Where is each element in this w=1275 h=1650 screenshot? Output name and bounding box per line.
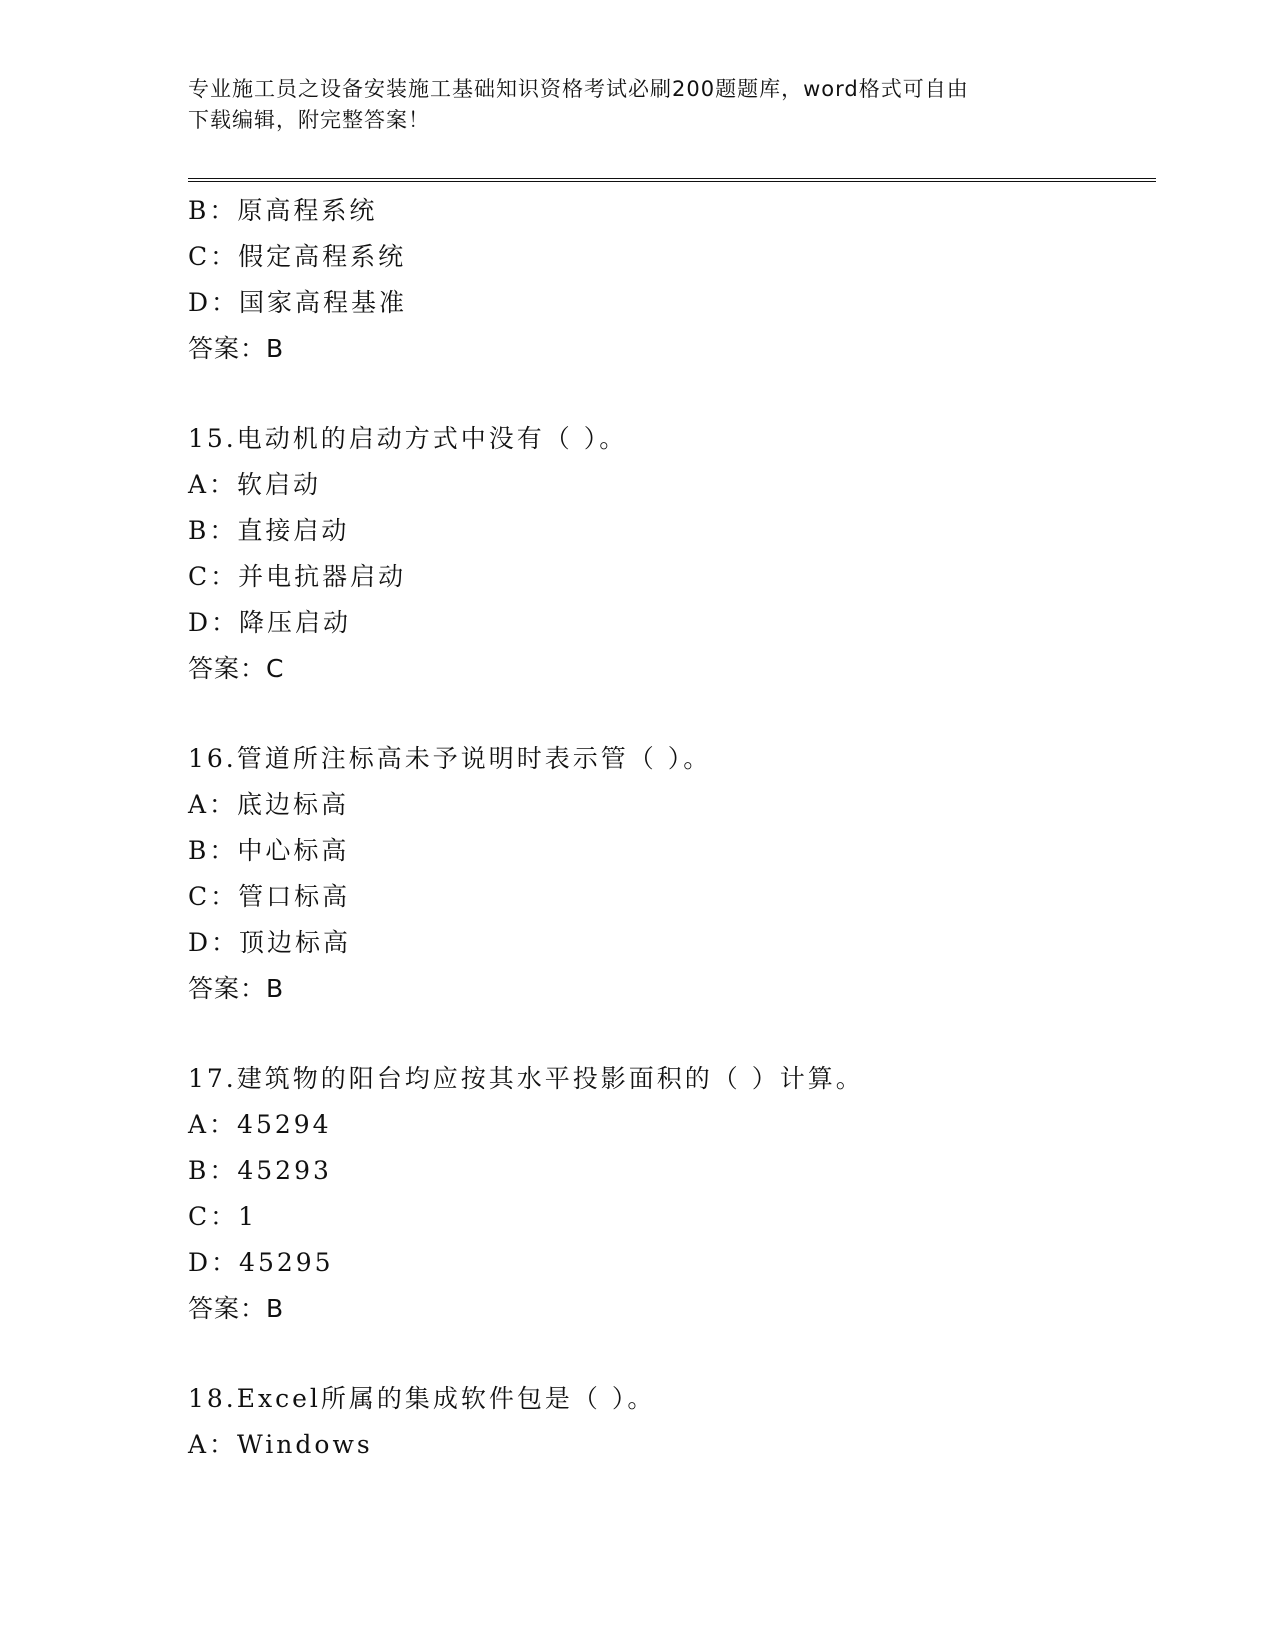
option-c: C：假定高程系统 bbox=[188, 242, 407, 271]
option-a: A：底边标高 bbox=[188, 790, 350, 819]
option-b: B：中心标高 bbox=[188, 836, 350, 865]
question-text: 17.建筑物的阳台均应按其水平投影面积的（ ）计算。 bbox=[188, 1064, 864, 1093]
spacer bbox=[188, 1332, 1156, 1376]
question-list bbox=[188, 188, 1156, 1468]
question-15 bbox=[188, 416, 1156, 692]
question-text: 16.管道所注标高未予说明时表示管（ ）。 bbox=[188, 744, 712, 773]
option-b: B：45293 bbox=[188, 1156, 332, 1185]
option-d: D：国家高程基准 bbox=[188, 288, 408, 317]
option-b: B：直接启动 bbox=[188, 516, 350, 545]
spacer bbox=[188, 372, 1156, 416]
option-d: D：降压启动 bbox=[188, 608, 352, 637]
option-a: A：45294 bbox=[188, 1110, 332, 1139]
option-c: C：1 bbox=[188, 1202, 258, 1231]
header-line-2: 下载编辑，附完整答案！ bbox=[188, 108, 430, 132]
option-a: A：Windows bbox=[188, 1430, 373, 1459]
spacer bbox=[188, 692, 1156, 736]
option-d: D：顶边标高 bbox=[188, 928, 352, 957]
answer: 答案：B bbox=[188, 334, 285, 363]
question-18 bbox=[188, 1376, 1156, 1468]
question-text: 15.电动机的启动方式中没有（ ）。 bbox=[188, 424, 628, 453]
answer: 答案：C bbox=[188, 654, 285, 683]
option-c: C：并电抗器启动 bbox=[188, 562, 407, 591]
document-header bbox=[188, 74, 1088, 136]
option-c: C：管口标高 bbox=[188, 882, 351, 911]
question-14-tail bbox=[188, 188, 1156, 372]
question-text: 18.Excel所属的集成软件包是（ ）。 bbox=[188, 1384, 656, 1413]
question-17 bbox=[188, 1056, 1156, 1332]
option-b: B：原高程系统 bbox=[188, 196, 378, 225]
answer: 答案：B bbox=[188, 1294, 285, 1323]
option-a: A：软启动 bbox=[188, 470, 322, 499]
header-line-1: 专业施工员之设备安装施工基础知识资格考试必刷200题题库，word格式可自由 bbox=[188, 77, 969, 101]
option-d: D：45295 bbox=[188, 1248, 334, 1277]
question-16 bbox=[188, 736, 1156, 1012]
spacer bbox=[188, 1012, 1156, 1056]
header-divider bbox=[188, 178, 1156, 182]
answer: 答案：B bbox=[188, 974, 285, 1003]
